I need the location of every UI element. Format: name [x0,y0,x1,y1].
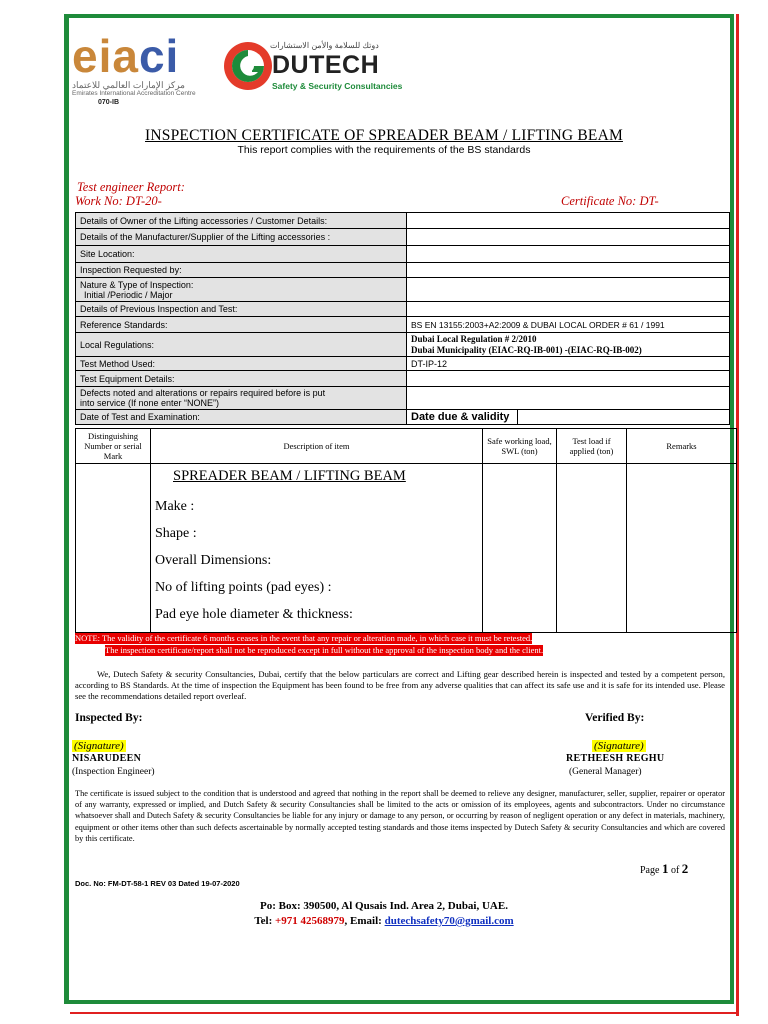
field-shape: Shape : [155,526,197,541]
details-label: Date of Test and Examination: [76,410,407,425]
email-link[interactable]: dutechsafety70@gmail.com [384,915,514,927]
details-label: Test Equipment Details: [76,371,407,387]
details-label: Inspection Requested by: [76,263,407,278]
inspector-role: (Inspection Engineer) [72,767,155,777]
tel-label: Tel: [254,915,276,927]
details-row [76,263,730,278]
field-make: Make : [155,499,195,514]
details-value[interactable] [407,229,730,246]
details-row [76,246,730,263]
page-title: INSPECTION CERTIFICATE OF SPREADER BEAM / LIFTING BEAM [145,127,623,144]
details-label: Test Method Used: [76,357,407,371]
email-label: , Email: [344,915,385,927]
dutech-wordmark: DUTECH [272,51,380,79]
reproduction-note: The inspection certificate/report shall not be reproduced except in full without the approval of the inspection body and the client. [105,645,544,655]
item-swl-cell[interactable] [483,464,557,633]
item-test-load-cell[interactable] [557,464,627,633]
details-value[interactable] [407,278,730,302]
details-value[interactable] [407,387,730,410]
footer-contact [0,915,768,927]
dutech-tagline: Safety & Security Consultancies [272,81,403,91]
verifier-name: RETHEESH REGHU [566,753,665,764]
details-label-line1: Defects noted and alterations or repairs required before is put [80,388,326,398]
page-subtitle: This report complies with the requirements of the BS standards [237,144,531,156]
verified-by-label: Verified By: [585,712,645,724]
details-label [76,387,407,410]
item-title: SPREADER BEAM / LIFTING BEAM [173,468,406,484]
field-pad-eye: Pad eye hole diameter & thickness: [155,607,353,622]
certificate-no: Certificate No: DT- [561,194,659,208]
page-current: 1 [661,861,669,876]
dutech-arabic-name: دوتك للسلامة والأمن الاستشارات [270,41,379,50]
details-row [76,410,730,425]
details-label: Details of Owner of the Lifting accessories / Customer Details: [76,213,407,229]
details-label: Details of the Manufacturer/Supplier of the Lifting accessories : [76,229,407,246]
details-row [76,333,730,357]
frame-border-bottom [64,1000,734,1004]
details-label: Reference Standards: [76,317,407,333]
header-serial-mark: Distinguishing Number or serial Mark [76,429,151,464]
details-label: Local Regulations: [76,333,407,357]
certification-statement: We, Dutech Safety & security Consultancies, Dubai, certify that the below particulars are correct and Lifting gear described herein is inspected and tested by a competent person, according to BS Standards. At the time of inspection the Equipment has been found to be free from any adverse qualities that can affect its safe use and it is safe for its intended use. Please see the recommendations detailed report overleaf. [75,669,725,701]
items-row [76,464,737,633]
date-due-label: Date due & validity [407,410,518,424]
local-regulation-line2: Dubai Municipality (EIAC-RQ-IB-001) -(EIAC-RQ-IB-002) [411,344,642,355]
work-no: Work No: DT-20- [75,194,162,208]
footer-address: Po: Box: 390500, Al Qusais Ind. Area 2, Dubai, UAE. [260,900,508,912]
eiac-arabic-name: مركز الإمارات العالمي للاعتماد [72,80,185,90]
details-label [76,278,407,302]
details-row [76,357,730,371]
details-value[interactable] [407,263,730,278]
field-lifting-points: No of lifting points (pad eyes) : [155,580,332,595]
item-serial-cell[interactable] [76,464,151,633]
details-value[interactable]: BS EN 13155:2003+A2:2009 & DUBAI LOCAL ORDER # 61 / 1991 [407,317,730,333]
details-row [76,229,730,246]
header-remarks: Remarks [627,429,737,464]
frame-border-bottom-red [70,1012,739,1014]
details-label-line1: Nature & Type of Inspection: [80,279,194,290]
details-label-line2: into service (If none enter “NONE”) [80,398,220,408]
page-total: 2 [681,861,689,876]
inspected-by-label: Inspected By: [75,712,143,724]
dutech-logo-icon [222,40,274,92]
details-value [407,333,730,357]
details-row [76,317,730,333]
header-test-load: Test load if applied (ton) [557,429,627,464]
item-description-cell [151,464,483,633]
local-regulation-line1: Dubai Local Regulation # 2/2010 [411,333,537,344]
page-number: Page 1 of 2 [640,861,689,876]
details-value[interactable] [407,371,730,387]
eiac-accreditation-code: 070-IB [98,99,120,106]
details-table [75,212,730,425]
verifier-role: (General Manager) [569,767,642,777]
details-row [76,278,730,302]
tel-number[interactable]: +971 42568979 [275,915,345,927]
document-number: Doc. No: FM-DT-58-1 REV 03 Dated 19-07-2020 [75,879,240,888]
details-label: Site Location: [76,246,407,263]
header-swl: Safe working load, SWL (ton) [483,429,557,464]
disclaimer-text: The certificate is issued subject to the condition that is understood and agreed that nothing in the report shall be deemed to relieve any designer, manufacturer, seller, supplier, repairer or operator of any warranty, expressed or implied, and Dutch Safety & security Consultancies shall be limited to the acts or omission of its employees, agents and subcontractors. Under no circumstance whatsoever shall and Dutech Safety & security Consultancies be liable for any injury or damage to any person, or occurring by reason of negligent operation or any defect in materials, machinery, equipment or other items other than such defects ascertainable by normally accepted testing standards and those items inspected by Dutech Safety & security Consultancies and which are covered by this certificate. [75,789,725,843]
frame-border-top [64,14,734,18]
header-description: Description of item [151,429,483,464]
inspector-signature: (Signature) [74,740,124,752]
inspector-name: NISARUDEEN [72,753,142,764]
details-value[interactable] [407,302,730,317]
details-value[interactable]: DT-IP-12 [407,357,730,371]
verifier-signature: (Signature) [594,740,644,752]
eiac-english-name: Emirates International Accreditation Centre [72,90,196,97]
details-value[interactable] [407,246,730,263]
details-row [76,213,730,229]
details-row [76,302,730,317]
items-table [75,428,737,633]
frame-border-left [64,14,69,1004]
eiac-logo [72,30,212,98]
validity-note: NOTE: The validity of the certificate 6 months ceases in the event that any repair or alteration made, in which case it must be retested. [75,633,533,643]
item-remarks-cell[interactable] [627,464,737,633]
eiac-logo-wordmark: eiaci [72,30,180,82]
details-row [76,371,730,387]
details-label: Details of Previous Inspection and Test: [76,302,407,317]
details-value[interactable] [407,213,730,229]
items-header-row [76,429,737,464]
date-due-cell [407,410,730,425]
field-overall-dimensions: Overall Dimensions: [155,553,272,568]
test-engineer-report-label: Test engineer Report: [77,180,185,194]
details-row [76,387,730,410]
details-label-line2: Initial /Periodic / Major [84,289,173,300]
